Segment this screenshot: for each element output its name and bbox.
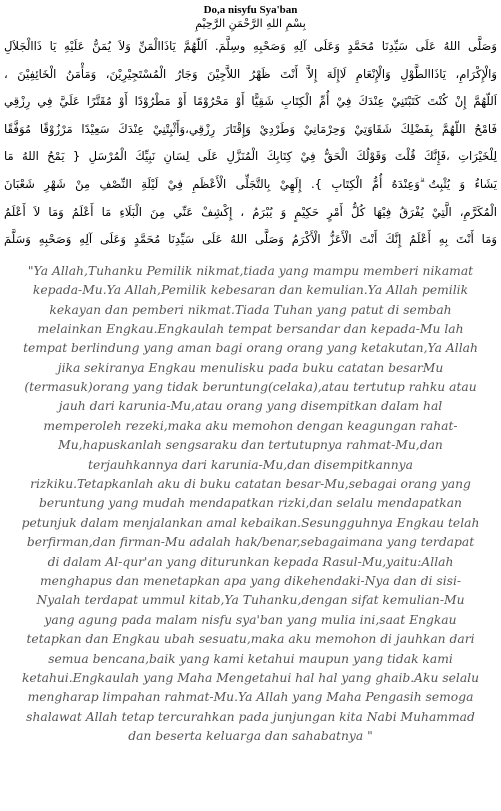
translation-line: menghapus dan menetapkan apa yang dikehendaki-Nya dan di sisi- <box>39 574 462 588</box>
arabic-line: اَللّهُمَّ إِنْ كُنْتَ كَتَبْتَنِيْ عِنْدَكَ فِيْ أُمِّ الْكِتَابِ شَقِيًّا أَوْ مَحْرُوْمًا أَوْ مَطْرُوْدًا أَوْ مُقَتَّرًا عَلَيَّ فِي رِزْقِي <box>4 94 497 109</box>
arabic-line: الْمُكَرَّمِ، الَّتِيْ يُفْرَقُ فِيْهَا كُلُّ أَمْرٍ حَكِيْمٍ وَ يُبْرَمُ ، إِكْشِفْ عَنِّي مِنَ الْبَلَاءِ مَا أَعْلَمُ وَمَا لاَ أَعْلَمُ <box>4 204 497 219</box>
arabic-line: لِلْخَيْرَاتِ ،فَإِنَّكَ قُلْتَ وَقَوْلُكَ الْحَقُّ فِيْ كِتَابِكَ الْمُنَزَّلِ عَلَى لِسَانِ نَبِيِّكَ الْمُرْسَلِ { يَمْحُ اللهُ مَا <box>4 149 497 164</box>
arabic-line: وَمَا أَنْتَ بِهِ أَعْلَمُ إِنَّكَ أَنْتَ الْأَعَزُّ الْأَكْرَمُ وَصَلَّى اللهُ عَلَى سَيِّدِنَا مُحَمَّدٍ وَعَلَى آلِهِ وَصَحْبِهِ وَسَلَّمَ <box>4 232 497 247</box>
translation-line: melainkan Engkau.Engkaulah tempat bersandar dan kepada-Mu lah <box>37 321 464 336</box>
basmala-heading: بِسْمِ اللهِ الرَّحْمَنِ الرَّحِيْمِ <box>195 17 306 30</box>
translation-line: rizkiku.Tetapkanlah aku di buku catatan besar-Mu,sebagai orang yang <box>30 477 471 492</box>
translation-line: shalawat Allah tetap tercurahkan pada junjungan kita Nabi Muhammad <box>26 709 475 724</box>
arabic-line: يَشَاءُ وَ يُثْبِتُ ۗوَعِنْدَهُ أُمُّ الْكِتَابِ }. إِلَهِيْ بِالتَّجَلِّى الْأَعْظَمِ فِيْ لَيْلَةِ النِّصْفِ مِنْ شَهْرِ شَعْبَانَ <box>4 176 497 191</box>
translation-line: jika sekiranya Engkau menulisku pada buku catatan besarMu <box>57 360 444 375</box>
translation-line: kepada-Mu.Ya Allah,Pemilik kebesaran dan kemulian.Ya Allah pemilik <box>32 283 469 298</box>
translation-line: tetapkan dan Engkau ubah sesuatu,maka aku memohon di jauhkan dari <box>26 632 475 647</box>
translation-line: "Ya Allah,Tuhanku Pemilik nikmat,tiada yang mampu memberi nikamat <box>27 263 474 278</box>
translation-line: terjauhkannya dari karunia-Mu,dan disempitkannya <box>88 457 413 472</box>
translation-line: petunjuk dalam menjalankan amal kebaikan.Sesungguhnya Engkau telah <box>21 515 480 530</box>
translation-line: dan beserta keluarga dan sahabatnya " <box>128 729 373 744</box>
translation-line: ketahui.Engkaulah yang Maha Mengetahui hal hal yang ghaib.Aku selalu <box>21 670 480 685</box>
translation-line: memperoleh rezeki,maka aku memohon dengan keagungan rahat- <box>43 418 458 433</box>
translation-line: (termasuk)orang yang tidak beruntung(celaka),atau tertutup rahku atau <box>24 380 477 395</box>
document-title: Do,a nisyfu Sya'ban <box>203 4 298 16</box>
translation-line: berfirman,dan firman-Mu adalah hak/benar,sebagaimana yang terdapat <box>26 535 475 550</box>
translation-line: tempat berlindung yang aman bagi orang orang yang ketakutan,Ya Allah <box>23 341 478 356</box>
arabic-line: فَامْحُ اللّهُمَّ بِفَضْلِكَ شَقَاوَتِيْ وَحِرْمَانِيْ وَطَرْدِيْ وَإِقْتَارَ رِزْقِي،وَأَثْبِتْنِيْ عِنْدَكَ سَعِيْدًا مَرْزُوْقًا مُوَفَّقًا <box>4 121 497 136</box>
translation-line: mengharap limpahan rahmat-Mu.Ya Allah yang Maha Pengasih semoga <box>27 690 474 705</box>
translation-line: beruntung yang mudah mendapatkan rizki,dan selalu mendapatkan <box>39 496 462 511</box>
arabic-prayer-text <box>0 33 501 254</box>
translation-line: di dalam Al-qur'an yang diturunkan kepada Rasul-Mu,yaitu:Allah <box>47 554 454 569</box>
translation-line: Mu,hapuskanlah sengsaraku dan tertutupnya rahmat-Mu,dan <box>58 438 443 453</box>
translation-line: yang agung pada malam nisfu sya'ban yang mulia ini,saat Engkau <box>44 612 457 627</box>
arabic-line: وَالْإِكْرَامِ، يَاذَاالطَّوْلِ وَالْإِنْعَامِ لَاإِلَهَ إِلاَّ أَنْتَ ظَهْرُ اللاَّجِيْنَ وَجَارُ الْمُسْتَجِيْرِيْنَ، وَمَأْمَنُ الْخَائِفِيْنَ ، <box>4 66 497 81</box>
translation-line: Nyalah terdapat ummul kitab,Ya Tuhanku,dengan sifat kemulian-Mu <box>36 593 465 608</box>
section-spacer <box>0 254 501 262</box>
translation-line: kekayan dan pemberi nikmat.Tiada Tuhan yang patut di sembah <box>49 302 452 317</box>
indonesian-translation <box>0 262 501 747</box>
translation-line: semua bencana,baik yang kami ketahui maupun yang tidak kami <box>48 651 453 666</box>
translation-line: jauh dari karunia-Mu,atau orang yang disempitkan dalam hal <box>58 399 443 414</box>
arabic-line: وَصَلَّى اللهُ عَلَى سَيِّدِنَا مُحَمَّدٍ وَعَلَى آلِهِ وَصَحْبِهِ وسِلَّمَ. اَللّهُمَّ يَاذَاالْمَنِّ وَلاَ يُمَنُّ عَلَيْهِ يَا ذَاالْجَلاَلِ <box>4 39 497 53</box>
